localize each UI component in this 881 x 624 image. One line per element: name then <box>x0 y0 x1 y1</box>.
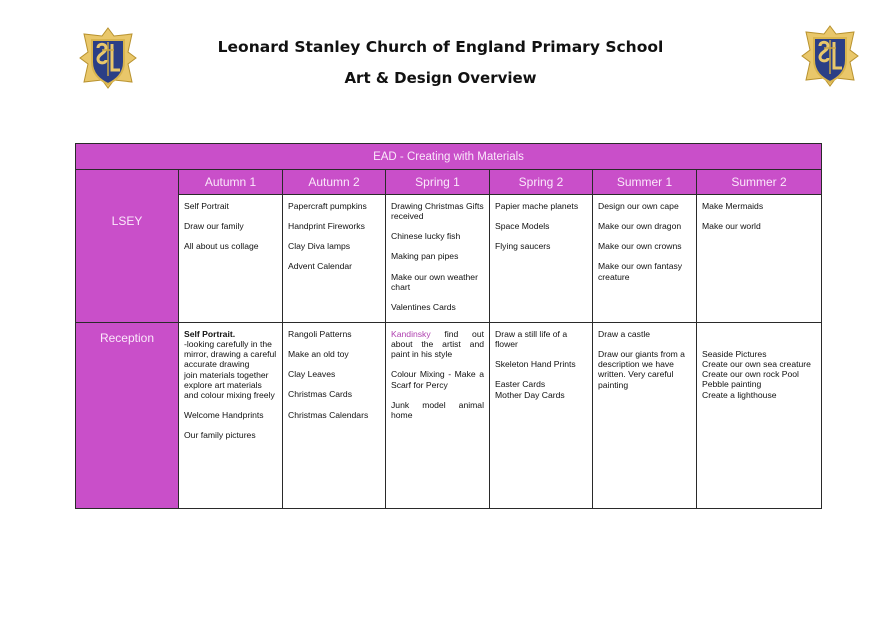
reception-autumn1-cell <box>179 323 283 509</box>
activity-item: Self Portrait <box>184 201 229 211</box>
reception-spring1-cell <box>386 323 490 509</box>
activity-item: Mother Day Cards <box>495 389 565 400</box>
activity-item: Draw a still life of a flower <box>495 329 568 350</box>
activity-item: Design our own cape <box>598 201 679 211</box>
row-label-reception: Reception <box>99 331 155 345</box>
lsey-spring1-cell <box>386 195 490 323</box>
reception-summer2-cell <box>697 323 822 509</box>
art-design-overview-table <box>75 143 822 509</box>
activity-item: Advent Calendar <box>288 261 353 272</box>
activity-item: Our family pictures <box>184 430 256 441</box>
column-header-spring2: Spring 2 <box>490 170 593 195</box>
row-label-lsey: LSEY <box>111 214 143 228</box>
column-header-autumn1: Autumn 1 <box>179 170 283 195</box>
artist-name: Kandinsky <box>391 329 431 339</box>
activity-item: Rangoli Patterns <box>288 329 352 339</box>
activity-item: Seaside Pictures <box>702 349 767 359</box>
activity-item: Make our own fantasy creature <box>598 261 683 282</box>
column-header-autumn2: Autumn 2 <box>283 170 386 195</box>
activity-item: Make Mermaids <box>702 201 764 211</box>
activity-item: Make our own dragon <box>598 221 682 232</box>
activity-item: Draw a castle <box>598 329 651 339</box>
activity-item: All about us collage <box>184 241 259 252</box>
activity-item: Make our own weather chart <box>391 271 478 292</box>
activity-item: Make our own crowns <box>598 241 682 252</box>
activity-item: Clay Diva lamps <box>288 241 351 252</box>
column-header-summer1: Summer 1 <box>593 170 697 195</box>
activity-item: Valentines Cards <box>391 301 456 312</box>
activity-item: Papercraft pumpkins <box>288 201 367 211</box>
activity-item: Colour Mixing - Make a Scarf for Percy <box>391 369 484 390</box>
row-header-lsey <box>76 170 179 323</box>
activity-item: Chinese lucky fish <box>391 231 461 242</box>
activity-item: Draw our giants from a description we have written. Very careful painting <box>598 349 685 390</box>
activity-item: Flying saucers <box>495 241 551 252</box>
activity-item: Skeleton Hand Prints <box>495 359 576 370</box>
activity-item: Make an old toy <box>288 349 349 360</box>
lsey-summer1-cell <box>593 195 697 323</box>
activity-item: -looking carefully in the mirror, drawing a careful accurate drawing <box>184 339 277 370</box>
school-name: Leonard Stanley Church of England Primary School <box>217 38 664 56</box>
column-header-spring1: Spring 1 <box>386 170 490 195</box>
table-band-title: EAD - Creating with Materials <box>76 144 822 170</box>
activity-item: Pebble painting <box>702 379 762 390</box>
table-row-reception <box>76 323 822 509</box>
activity-item <box>391 329 484 359</box>
reception-autumn2-cell <box>283 323 386 509</box>
activity-item: Making pan pipes <box>391 251 459 262</box>
activity-text: find out about the artist and paint in his style <box>391 329 484 360</box>
activity-item: Easter Cards <box>495 379 546 390</box>
activity-item: Handprint Fireworks <box>288 221 365 232</box>
activity-item: Christmas Cards <box>288 389 352 400</box>
activity-item: Create our own rock Pool <box>702 369 799 380</box>
page-title: Art & Design Overview <box>344 69 537 87</box>
activity-item: join materials together explore art materials and colour mixing freely <box>184 369 275 400</box>
activity-item: Draw our family <box>184 221 244 232</box>
activity-item: Junk model animal home <box>391 399 484 420</box>
activity-item: Make our world <box>702 221 761 232</box>
activity-item: Drawing Christmas Gifts received <box>391 201 484 222</box>
lsey-spring2-cell <box>490 195 593 323</box>
lsey-autumn1-cell <box>179 195 283 323</box>
activity-item: Create our own sea creature <box>702 359 811 370</box>
column-header-summer2: Summer 2 <box>697 170 822 195</box>
row-header-reception <box>76 323 179 509</box>
activity-item: Space Models <box>495 221 550 232</box>
lsey-autumn2-cell <box>283 195 386 323</box>
activity-item: Christmas Calendars <box>288 409 369 420</box>
reception-summer1-cell <box>593 323 697 509</box>
activity-item: Clay Leaves <box>288 369 336 380</box>
lsey-summer2-cell <box>697 195 822 323</box>
activity-item: Create a lighthouse <box>702 389 777 400</box>
activity-item: Welcome Handprints <box>184 409 264 420</box>
reception-spring2-cell <box>490 323 593 509</box>
activity-item: Papier mache planets <box>495 201 579 211</box>
table-row-lsey <box>76 195 822 323</box>
activity-heading: Self Portrait. <box>184 329 236 339</box>
